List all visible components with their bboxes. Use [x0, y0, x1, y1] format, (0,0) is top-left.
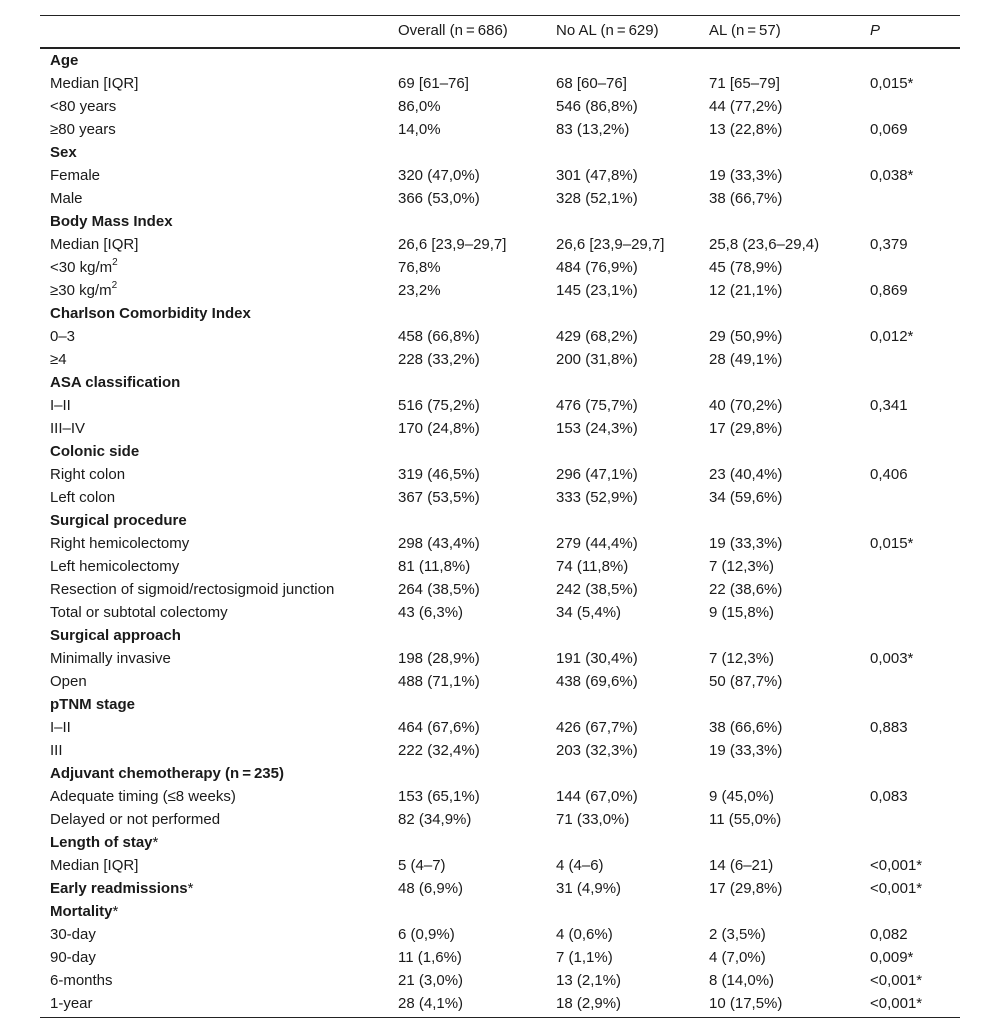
cell-no-al: 145 (23,1%) — [556, 282, 638, 299]
row-label-text: Median [IQR] — [50, 75, 139, 92]
row-label-text: III–IV — [50, 420, 86, 437]
row-label — [50, 992, 93, 1015]
row-label — [50, 256, 118, 279]
row-label — [50, 302, 251, 325]
cell-overall: 298 (43,4%) — [398, 535, 480, 552]
cell-p: <0,001* — [870, 857, 923, 874]
cell-no-al: 34 (5,4%) — [556, 604, 622, 621]
header-overall: Overall (n = 686) — [398, 22, 508, 39]
row-label — [50, 118, 116, 141]
cell-p: 0,083 — [870, 788, 908, 805]
cell-p: 0,082 — [870, 926, 908, 943]
table-row — [40, 164, 960, 187]
table-row — [40, 716, 960, 739]
table-row — [40, 808, 960, 831]
footnote-marker: * — [187, 880, 194, 897]
row-label — [50, 739, 63, 762]
cell-overall: 5 (4–7) — [398, 857, 446, 874]
cell-al: 19 (33,3%) — [709, 742, 783, 759]
cell-overall: 228 (33,2%) — [398, 351, 480, 368]
row-label-text: ASA classification — [50, 374, 181, 391]
section-row — [40, 877, 960, 900]
cell-al: 9 (15,8%) — [709, 604, 775, 621]
cell-overall: 320 (47,0%) — [398, 167, 480, 184]
row-label — [50, 509, 187, 532]
row-label — [50, 693, 135, 716]
row-label — [50, 762, 284, 785]
section-row — [40, 440, 960, 463]
table-row — [40, 325, 960, 348]
cell-al: 28 (49,1%) — [709, 351, 783, 368]
cell-no-al: 26,6 [23,9–29,7] — [556, 236, 665, 253]
table-bottom-rule — [40, 1017, 960, 1018]
row-label-text: 90-day — [50, 949, 96, 966]
section-row — [40, 509, 960, 532]
cell-overall: 48 (6,9%) — [398, 880, 464, 897]
table-row — [40, 854, 960, 877]
table-row — [40, 785, 960, 808]
row-label-text: Mortality — [50, 903, 113, 920]
cell-al: 25,8 (23,6–29,4) — [709, 236, 820, 253]
cell-overall: 264 (38,5%) — [398, 581, 480, 598]
cell-al: 13 (22,8%) — [709, 121, 783, 138]
table-row — [40, 463, 960, 486]
table-row — [40, 417, 960, 440]
table-row — [40, 279, 960, 302]
row-label-text: Female — [50, 167, 101, 184]
section-row — [40, 302, 960, 325]
section-row — [40, 371, 960, 394]
cell-p: 0,003* — [870, 650, 914, 667]
cell-al: 50 (87,7%) — [709, 673, 783, 690]
cell-al: 38 (66,7%) — [709, 190, 783, 207]
cell-overall: 26,6 [23,9–29,7] — [398, 236, 507, 253]
cell-no-al: 13 (2,1%) — [556, 972, 622, 989]
row-label — [50, 716, 71, 739]
table-row — [40, 95, 960, 118]
row-label — [50, 624, 181, 647]
cell-overall: 21 (3,0%) — [398, 972, 464, 989]
row-label — [50, 808, 220, 831]
cell-p: 0,015* — [870, 535, 914, 552]
row-label — [50, 164, 100, 187]
row-label-text: Resection of sigmoid/rectosigmoid junction — [50, 581, 335, 598]
row-label-text: Male — [50, 190, 83, 207]
cell-no-al: 144 (67,0%) — [556, 788, 638, 805]
cell-no-al: 438 (69,6%) — [556, 673, 638, 690]
cell-p: 0,341 — [870, 397, 908, 414]
table-row — [40, 647, 960, 670]
table-row — [40, 946, 960, 969]
row-label — [50, 486, 115, 509]
cell-overall: 6 (0,9%) — [398, 926, 455, 943]
row-label-text: Left hemicolectomy — [50, 558, 180, 575]
row-label-text: 0–3 — [50, 328, 76, 345]
cell-overall: 23,2% — [398, 282, 441, 299]
row-label — [50, 670, 87, 693]
row-label — [50, 187, 83, 210]
cell-p: 0,406 — [870, 466, 908, 483]
cell-al: 34 (59,6%) — [709, 489, 783, 506]
cell-no-al: 200 (31,8%) — [556, 351, 638, 368]
cell-no-al: 546 (86,8%) — [556, 98, 638, 115]
cell-al: 17 (29,8%) — [709, 420, 783, 437]
cell-al: 23 (40,4%) — [709, 466, 783, 483]
row-label — [50, 785, 236, 808]
cell-al: 2 (3,5%) — [709, 926, 766, 943]
cell-overall: 516 (75,2%) — [398, 397, 480, 414]
row-label-text: Early readmissions — [50, 880, 188, 897]
footnote-marker: * — [152, 834, 159, 851]
cell-overall: 11 (1,6%) — [398, 949, 462, 966]
cell-al: 9 (45,0%) — [709, 788, 775, 805]
table-row — [40, 72, 960, 95]
table-row — [40, 486, 960, 509]
row-label — [50, 532, 189, 555]
cell-p: <0,001* — [870, 995, 923, 1012]
cell-no-al: 301 (47,8%) — [556, 167, 638, 184]
row-label-text: I–II — [50, 397, 71, 414]
row-label — [50, 440, 139, 463]
row-label — [50, 900, 118, 923]
footnote-marker: * — [112, 903, 119, 920]
table-row — [40, 578, 960, 601]
section-row — [40, 141, 960, 164]
table-row — [40, 992, 960, 1015]
cell-no-al: 333 (52,9%) — [556, 489, 638, 506]
row-label-text: ≥4 — [50, 351, 67, 368]
cell-overall: 43 (6,3%) — [398, 604, 464, 621]
cell-overall: 170 (24,8%) — [398, 420, 480, 437]
row-label — [50, 601, 228, 624]
section-row — [40, 831, 960, 854]
row-label-text: 30-day — [50, 926, 96, 943]
section-row — [40, 210, 960, 233]
cell-overall: 366 (53,0%) — [398, 190, 480, 207]
row-label-text: <30 kg/m — [50, 259, 113, 276]
row-label-text: Adequate timing (≤8 weeks) — [50, 788, 236, 805]
cell-no-al: 4 (0,6%) — [556, 926, 613, 943]
row-label — [50, 877, 193, 900]
cell-overall: 319 (46,5%) — [398, 466, 480, 483]
row-label-text: I–II — [50, 719, 71, 736]
cell-overall: 82 (34,9%) — [398, 811, 472, 828]
row-label-text: Age — [50, 52, 79, 69]
cell-p: 0,883 — [870, 719, 908, 736]
superscript: 2 — [111, 280, 118, 291]
row-label-text: Right colon — [50, 466, 126, 483]
cell-no-al: 328 (52,1%) — [556, 190, 638, 207]
row-label — [50, 279, 117, 302]
row-label — [50, 946, 96, 969]
cell-overall: 222 (32,4%) — [398, 742, 480, 759]
cell-no-al: 476 (75,7%) — [556, 397, 638, 414]
cell-no-al: 484 (76,9%) — [556, 259, 638, 276]
row-label — [50, 72, 138, 95]
section-row — [40, 900, 960, 923]
cell-no-al: 4 (4–6) — [556, 857, 604, 874]
cell-no-al: 296 (47,1%) — [556, 466, 638, 483]
row-label — [50, 325, 75, 348]
cell-al: 40 (70,2%) — [709, 397, 783, 414]
row-label-text: Left colon — [50, 489, 116, 506]
cell-no-al: 426 (67,7%) — [556, 719, 638, 736]
section-row — [40, 49, 960, 72]
cell-overall: 76,8% — [398, 259, 441, 276]
cell-no-al: 68 [60–76] — [556, 75, 627, 92]
cell-p: 0,869 — [870, 282, 908, 299]
cell-al: 7 (12,3%) — [709, 650, 775, 667]
row-label-text: Minimally invasive — [50, 650, 171, 667]
section-row — [40, 624, 960, 647]
section-row — [40, 762, 960, 785]
cell-no-al: 279 (44,4%) — [556, 535, 638, 552]
table-row — [40, 555, 960, 578]
row-label — [50, 394, 71, 417]
cell-no-al: 71 (33,0%) — [556, 811, 630, 828]
cell-al: 19 (33,3%) — [709, 167, 783, 184]
cell-overall: 69 [61–76] — [398, 75, 469, 92]
cell-al: 45 (78,9%) — [709, 259, 783, 276]
table-row — [40, 187, 960, 210]
row-label — [50, 95, 116, 118]
table-row — [40, 348, 960, 371]
cell-al: 22 (38,6%) — [709, 581, 783, 598]
cell-al: 7 (12,3%) — [709, 558, 775, 575]
cell-al: 8 (14,0%) — [709, 972, 775, 989]
row-label-text: 1-year — [50, 995, 93, 1012]
row-label — [50, 371, 180, 394]
row-label — [50, 210, 173, 233]
cell-no-al: 31 (4,9%) — [556, 880, 622, 897]
row-label — [50, 233, 138, 256]
row-label — [50, 49, 78, 72]
cell-overall: 153 (65,1%) — [398, 788, 480, 805]
row-label-text: Open — [50, 673, 87, 690]
row-label — [50, 647, 171, 670]
header-al: AL (n = 57) — [709, 22, 781, 39]
row-label-text: Right hemicolectomy — [50, 535, 190, 552]
table-row — [40, 670, 960, 693]
row-label-text: ≥80 years — [50, 121, 116, 138]
row-label-text: Median [IQR] — [50, 236, 139, 253]
table-row — [40, 233, 960, 256]
cell-p: 0,015* — [870, 75, 914, 92]
cell-al: 29 (50,9%) — [709, 328, 783, 345]
row-label-text: III — [50, 742, 63, 759]
table-row — [40, 256, 960, 279]
cell-overall: 367 (53,5%) — [398, 489, 480, 506]
cell-no-al: 153 (24,3%) — [556, 420, 638, 437]
cell-no-al: 191 (30,4%) — [556, 650, 638, 667]
row-label-text: Charlson Comorbidity Index — [50, 305, 251, 322]
table-row — [40, 601, 960, 624]
cell-no-al: 203 (32,3%) — [556, 742, 638, 759]
table-row — [40, 739, 960, 762]
row-label-text: Delayed or not performed — [50, 811, 221, 828]
cell-p: 0,038* — [870, 167, 914, 184]
cell-overall: 464 (67,6%) — [398, 719, 480, 736]
row-label — [50, 923, 96, 946]
row-label-text: Total or subtotal colectomy — [50, 604, 228, 621]
cell-al: 4 (7,0%) — [709, 949, 766, 966]
row-label — [50, 831, 158, 854]
cell-p: 0,069 — [870, 121, 908, 138]
cell-overall: 488 (71,1%) — [398, 673, 480, 690]
cell-al: 38 (66,6%) — [709, 719, 783, 736]
header-no-al: No AL (n = 629) — [556, 22, 659, 39]
cell-p: 0,012* — [870, 328, 914, 345]
row-label — [50, 555, 179, 578]
table-row — [40, 118, 960, 141]
cell-al: 11 (55,0%) — [709, 811, 782, 828]
cell-al: 17 (29,8%) — [709, 880, 783, 897]
row-label-text: Surgical procedure — [50, 512, 187, 529]
cell-overall: 28 (4,1%) — [398, 995, 464, 1012]
table-row — [40, 923, 960, 946]
row-label — [50, 417, 85, 440]
section-row — [40, 693, 960, 716]
header-p: P — [870, 22, 881, 39]
cell-overall: 198 (28,9%) — [398, 650, 480, 667]
cell-no-al: 18 (2,9%) — [556, 995, 622, 1012]
cell-no-al: 7 (1,1%) — [556, 949, 613, 966]
cell-al: 10 (17,5%) — [709, 995, 783, 1012]
cell-p: 0,379 — [870, 236, 908, 253]
row-label-text: <80 years — [50, 98, 117, 115]
row-label — [50, 854, 138, 877]
row-label-text: Colonic side — [50, 443, 140, 460]
cell-p: <0,001* — [870, 880, 923, 897]
cell-al: 44 (77,2%) — [709, 98, 783, 115]
row-label-text: Adjuvant chemotherapy (n = 235) — [50, 765, 284, 782]
table-row — [40, 532, 960, 555]
row-label-text: Sex — [50, 144, 77, 161]
row-label — [50, 969, 113, 992]
row-label-text: Length of stay — [50, 834, 153, 851]
row-label — [50, 348, 67, 371]
row-label-text: pTNM stage — [50, 696, 136, 713]
row-label-text: ≥30 kg/m — [50, 282, 112, 299]
cell-al: 71 [65–79] — [709, 75, 780, 92]
table-header — [40, 15, 960, 47]
superscript: 2 — [112, 257, 118, 268]
cell-overall: 458 (66,8%) — [398, 328, 480, 345]
cell-overall: 81 (11,8%) — [398, 558, 471, 575]
cell-overall: 14,0% — [398, 121, 441, 138]
table-row — [40, 394, 960, 417]
cell-p: <0,001* — [870, 972, 923, 989]
row-label — [50, 463, 125, 486]
row-label — [50, 141, 77, 164]
row-label-text: 6-months — [50, 972, 113, 989]
row-label-text: Body Mass Index — [50, 213, 173, 230]
cell-overall: 86,0% — [398, 98, 441, 115]
row-label — [50, 578, 334, 601]
cell-al: 19 (33,3%) — [709, 535, 783, 552]
cell-no-al: 83 (13,2%) — [556, 121, 630, 138]
row-label-text: Median [IQR] — [50, 857, 139, 874]
cell-p: 0,009* — [870, 949, 914, 966]
table-row — [40, 969, 960, 992]
cell-no-al: 74 (11,8%) — [556, 558, 629, 575]
row-label-text: Surgical approach — [50, 627, 181, 644]
cell-no-al: 242 (38,5%) — [556, 581, 638, 598]
cell-al: 14 (6–21) — [709, 857, 774, 874]
cell-no-al: 429 (68,2%) — [556, 328, 638, 345]
cell-al: 12 (21,1%) — [709, 282, 783, 299]
